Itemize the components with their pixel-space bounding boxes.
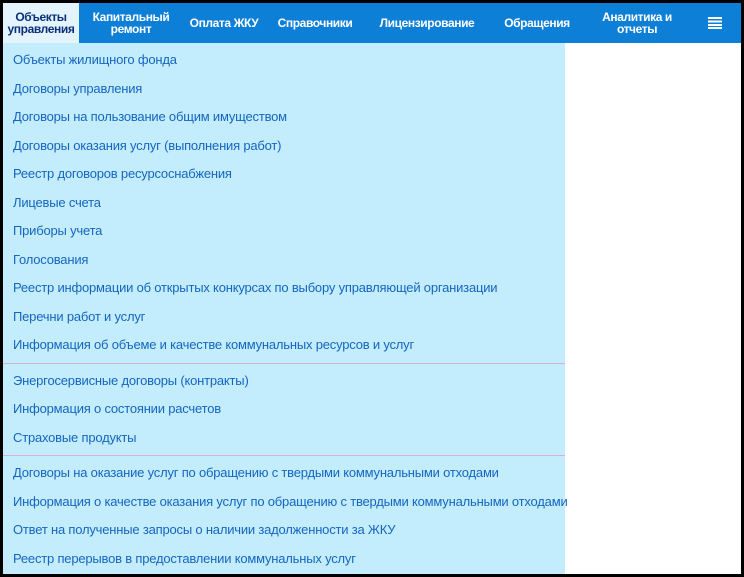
hamburger-menu-icon[interactable] <box>697 3 733 43</box>
nav-capital-repair[interactable] <box>79 3 183 43</box>
nav-objects-label: Объекты управления <box>7 10 75 36</box>
nav-directories-label: Справочники <box>277 16 353 30</box>
nav-directories[interactable] <box>265 3 365 43</box>
nav-capital-repair-label: Капитальный ремонт <box>92 10 170 36</box>
menu-item-insurance-products[interactable]: Страховые продукты <box>13 429 137 445</box>
top-navigation-bar <box>3 3 741 43</box>
menu-item-works-lists[interactable]: Перечни работ и услуг <box>13 308 146 324</box>
menu-group-3 <box>3 455 568 573</box>
menu-group-1 <box>3 43 565 363</box>
nav-payment-label: Оплата ЖКУ <box>189 16 259 30</box>
menu-item-utility-quality-info[interactable]: Информация об объеме и качестве коммунальных ресурсов и услуг <box>13 337 415 352</box>
menu-item-service-contracts[interactable]: Договоры оказания услуг (выполнения работ) <box>13 137 282 153</box>
nav-appeals[interactable] <box>489 3 585 43</box>
menu-item-solid-waste-contracts[interactable]: Договоры на оказание услуг по обращению с твердыми коммунальными отходами <box>13 465 499 480</box>
menu-item-housing-objects[interactable]: Объекты жилищного фонда <box>13 52 177 67</box>
menu-item-resource-supply-registry[interactable]: Реестр договоров ресурсоснабжения <box>13 166 232 181</box>
nav-analytics-label: Аналитика и отчеты <box>602 10 672 36</box>
menu-item-votes[interactable]: Голосования <box>13 251 89 267</box>
menu-item-personal-accounts[interactable]: Лицевые счета <box>13 194 101 210</box>
nav-licensing[interactable] <box>365 3 489 43</box>
menu-item-common-property-contracts[interactable]: Договоры на пользование общим имуществом <box>13 109 287 124</box>
nav-analytics[interactable] <box>585 3 689 43</box>
objects-dropdown-menu <box>3 43 568 574</box>
menu-item-energy-service-contracts[interactable]: Энергосервисные договоры (контракты) <box>13 372 249 388</box>
menu-item-management-contracts[interactable]: Договоры управления <box>13 80 143 96</box>
menu-item-solid-waste-quality[interactable]: Информация о качестве оказания услуг по обращению с твердыми коммунальными отходами <box>13 493 568 509</box>
nav-appeals-label: Обращения <box>504 16 570 30</box>
nav-objects[interactable] <box>3 3 79 43</box>
menu-item-service-interruptions-registry[interactable]: Реестр перерывов в предоставлении коммунальных услуг <box>13 550 356 566</box>
menu-item-settlement-status[interactable]: Информация о состоянии расчетов <box>13 401 221 416</box>
menu-group-2 <box>3 363 565 456</box>
nav-licensing-label: Лицензирование <box>379 16 475 30</box>
menu-item-open-tenders-registry[interactable]: Реестр информации об открытых конкурсах по выбору управляющей организации <box>13 280 498 295</box>
menu-item-debt-requests-answer[interactable]: Ответ на полученные запросы о наличии задолженности за ЖКУ <box>13 522 396 537</box>
nav-payment[interactable] <box>183 3 265 43</box>
menu-item-meters[interactable]: Приборы учета <box>13 223 103 238</box>
